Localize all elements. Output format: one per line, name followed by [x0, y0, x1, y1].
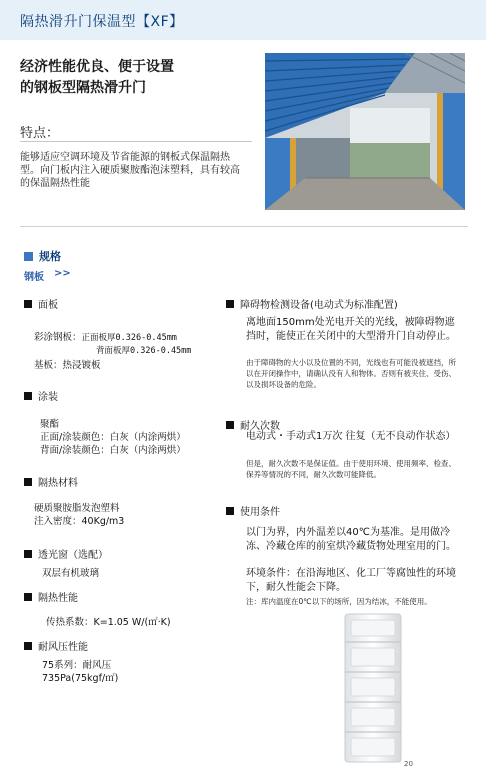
usage-conditions-body-1: 以门为界，内外温差以40℃为基准。是用做冷冻、冷藏仓库的前室烘冷藏货物处理室用的门。 [246, 527, 456, 552]
wind-line-2: 735Pa(75kgf/㎡) [42, 673, 119, 684]
usage-conditions-title: 使用条件 [226, 503, 280, 518]
coating-line-2: 正面/涂装颜色：白灰（内涂两烘） [40, 432, 186, 443]
wind-line-1: 75系列：耐风压 [42, 660, 112, 671]
obstacle-detection-note: 由于障碍物的大小以及位置的不同，光线也有可能没被遮挡，所以在开闭操作中，请确认没有人和物体。否则有被夹住、受伤、以及损坏设备的危险。 [246, 358, 456, 389]
headline-line-2: 的钢板型隔热滑升门 [20, 80, 146, 96]
feature-label: 特点： [20, 126, 60, 141]
durability-body: 电动式・手动式1万次 往复（无不良动作状态） [246, 431, 456, 442]
panel-line-1: 彩涂钢板：正面板厚0.326-0.45mm [34, 332, 177, 343]
black-square-icon [24, 550, 32, 558]
black-square-icon [24, 478, 32, 486]
black-square-icon [226, 507, 234, 515]
black-square-icon [24, 642, 32, 650]
window-line-1: 双层有机玻璃 [42, 568, 100, 579]
wind-resistance-title: 耐风压性能 [24, 638, 88, 653]
insulation-performance-title: 隔热性能 [24, 589, 78, 604]
headline [20, 57, 240, 99]
blue-square-icon [24, 252, 33, 261]
coating-section-title: 涂装 [24, 388, 58, 403]
page-title: 隔热滑升门保温型【XF】 [20, 14, 184, 30]
spec-heading-label: 规格 [39, 250, 61, 263]
feature-description: 能够适应空调环境及节省能源的钢板式保温隔热型。向门板内注入硬质聚胺酯泡沫塑料，具有较高的保温隔热性能 [20, 152, 240, 189]
steel-link[interactable] [24, 268, 71, 283]
insulation-material-line-2: 注入密度：40Kg/m3 [34, 516, 125, 527]
durability-title: 耐久次数 [226, 417, 280, 432]
coating-line-3: 背面/涂装颜色：白灰（内涂两烘） [40, 445, 186, 456]
spec-heading [24, 248, 61, 264]
double-chevron-icon[interactable]: >> [54, 268, 71, 279]
black-square-icon [24, 593, 32, 601]
black-square-icon [24, 392, 32, 400]
black-square-icon [226, 300, 234, 308]
usage-conditions-note: 注：库内温度在0℃以下的场所，因为结冰，不能使用。 [246, 597, 432, 606]
coating-line-1: 聚酯 [40, 419, 60, 430]
steel-link-label[interactable]: 钢板 [24, 272, 44, 283]
headline-line-1: 经济性能优良、便于设置 [20, 59, 174, 75]
insulation-material-title: 隔热材料 [24, 474, 78, 489]
panel-section-title: 面板 [24, 296, 58, 311]
insulation-material-line-1: 硬质聚胺脂发泡塑料 [34, 503, 120, 514]
insulation-performance-line-1: 传热系数：K=1.05 W/(㎡·K) [46, 617, 171, 628]
obstacle-detection-title: 障碍物检测设备(电动式为标准配置) [226, 296, 398, 311]
feature-divider [20, 141, 252, 142]
page-number: 20 [404, 760, 413, 768]
obstacle-detection-body: 离地面150mm处光电开关的光线，被障碍物遮挡时，能使正在关闭中的大型滑升门自动停止。 [246, 317, 456, 342]
black-square-icon [24, 300, 32, 308]
panel-line-2: 背面板厚0.326-0.45mm [96, 346, 192, 356]
usage-conditions-body-2: 环境条件：在沿海地区、化工厂等腐蚀性的环境下，耐久性能会下降。 [246, 568, 456, 593]
warehouse-door-photo [265, 53, 465, 210]
section-divider [20, 226, 468, 227]
durability-note: 但是，耐久次数不是保证值。由于使用环境、使用频率、检查、保养等情况的不同，耐久次数可能降低。 [246, 459, 456, 479]
panel-line-3: 基板：热浸镀板 [34, 360, 101, 371]
door-panel-illustration [343, 612, 403, 764]
black-square-icon [226, 421, 234, 429]
window-section-title: 透光窗（选配） [24, 546, 108, 561]
